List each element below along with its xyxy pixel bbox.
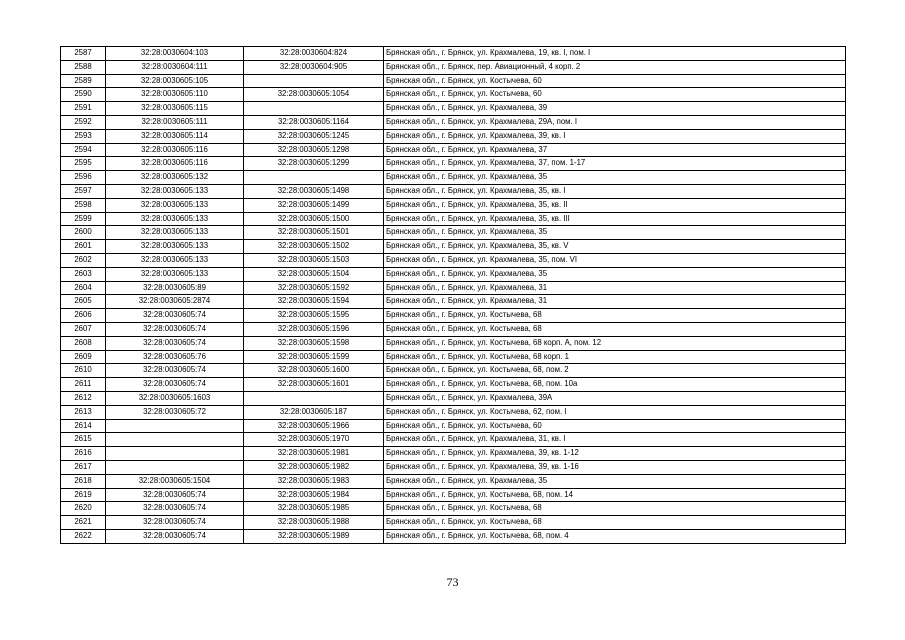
object-cadastral-number-cell: 32:28:0030604:824	[244, 47, 384, 61]
row-number-cell: 2594	[61, 143, 106, 157]
address-cell: Брянская обл., г. Брянск, ул. Крахмалева, 35, кв. I	[384, 184, 846, 198]
address-cell: Брянская обл., г. Брянск, ул. Крахмалева, 37	[384, 143, 846, 157]
table-row	[61, 253, 846, 267]
row-number-cell: 2598	[61, 198, 106, 212]
table-row	[61, 378, 846, 392]
address-cell: Брянская обл., г. Брянск, ул. Крахмалева, 39А	[384, 391, 846, 405]
address-cell: Брянская обл., г. Брянск, ул. Костычева, 60	[384, 88, 846, 102]
object-cadastral-number-cell: 32:28:0030605:1984	[244, 488, 384, 502]
land-cadastral-number-cell: 32:28:0030605:1504	[106, 474, 244, 488]
land-cadastral-number-cell: 32:28:0030604:111	[106, 60, 244, 74]
table-row	[61, 295, 846, 309]
land-cadastral-number-cell: 32:28:0030605:74	[106, 529, 244, 543]
address-cell: Брянская обл., г. Брянск, ул. Костычева, 68	[384, 322, 846, 336]
row-number-cell: 2605	[61, 295, 106, 309]
row-number-cell: 2614	[61, 419, 106, 433]
address-cell: Брянская обл., г. Брянск, ул. Крахмалева, 35	[384, 171, 846, 185]
table-row	[61, 184, 846, 198]
address-cell: Брянская обл., г. Брянск, ул. Крахмалева, 31	[384, 295, 846, 309]
object-cadastral-number-cell	[244, 102, 384, 116]
table-row	[61, 115, 846, 129]
address-cell: Брянская обл., г. Брянск, ул. Костычева, 68 корп. 1	[384, 350, 846, 364]
address-cell: Брянская обл., г. Брянск, ул. Крахмалева, 35, кв. III	[384, 212, 846, 226]
land-cadastral-number-cell: 32:28:0030605:110	[106, 88, 244, 102]
land-cadastral-number-cell	[106, 447, 244, 461]
land-cadastral-number-cell: 32:28:0030605:76	[106, 350, 244, 364]
row-number-cell: 2616	[61, 447, 106, 461]
table-row	[61, 336, 846, 350]
row-number-cell: 2619	[61, 488, 106, 502]
row-number-cell: 2622	[61, 529, 106, 543]
row-number-cell: 2613	[61, 405, 106, 419]
land-cadastral-number-cell: 32:28:0030605:133	[106, 226, 244, 240]
object-cadastral-number-cell: 32:28:0030605:1600	[244, 364, 384, 378]
land-cadastral-number-cell: 32:28:0030605:89	[106, 281, 244, 295]
land-cadastral-number-cell: 32:28:0030605:111	[106, 115, 244, 129]
object-cadastral-number-cell: 32:28:0030605:1500	[244, 212, 384, 226]
table-row	[61, 516, 846, 530]
address-cell: Брянская обл., г. Брянск, ул. Крахмалева, 39, кв. I	[384, 129, 846, 143]
address-cell: Брянская обл., г. Брянск, ул. Крахмалева, 39, кв. 1-16	[384, 460, 846, 474]
object-cadastral-number-cell	[244, 391, 384, 405]
object-cadastral-number-cell: 32:28:0030605:1601	[244, 378, 384, 392]
row-number-cell: 2607	[61, 322, 106, 336]
land-cadastral-number-cell: 32:28:0030605:132	[106, 171, 244, 185]
land-cadastral-number-cell: 32:28:0030605:74	[106, 336, 244, 350]
land-cadastral-number-cell: 32:28:0030605:74	[106, 502, 244, 516]
row-number-cell: 2590	[61, 88, 106, 102]
land-cadastral-number-cell: 32:28:0030605:116	[106, 143, 244, 157]
land-cadastral-number-cell: 32:28:0030605:2874	[106, 295, 244, 309]
row-number-cell: 2608	[61, 336, 106, 350]
land-cadastral-number-cell: 32:28:0030605:133	[106, 267, 244, 281]
row-number-cell: 2595	[61, 157, 106, 171]
address-cell: Брянская обл., г. Брянск, ул. Костычева, 60	[384, 74, 846, 88]
address-cell: Брянская обл., г. Брянск, ул. Костычева, 62, пом. I	[384, 405, 846, 419]
row-number-cell: 2602	[61, 253, 106, 267]
table-row	[61, 60, 846, 74]
land-cadastral-number-cell: 32:28:0030605:133	[106, 212, 244, 226]
object-cadastral-number-cell: 32:28:0030605:1502	[244, 240, 384, 254]
object-cadastral-number-cell: 32:28:0030605:1982	[244, 460, 384, 474]
table-row	[61, 198, 846, 212]
row-number-cell: 2615	[61, 433, 106, 447]
object-cadastral-number-cell: 32:28:0030605:1054	[244, 88, 384, 102]
address-cell: Брянская обл., г. Брянск, ул. Костычева, 68, пом. 14	[384, 488, 846, 502]
object-cadastral-number-cell: 32:28:0030605:1596	[244, 322, 384, 336]
table-row	[61, 212, 846, 226]
address-cell: Брянская обл., г. Брянск, ул. Костычева, 68	[384, 516, 846, 530]
address-cell: Брянская обл., г. Брянск, ул. Крахмалева, 19, кв. I, пом. I	[384, 47, 846, 61]
row-number-cell: 2601	[61, 240, 106, 254]
object-cadastral-number-cell: 32:28:0030605:1498	[244, 184, 384, 198]
land-cadastral-number-cell	[106, 419, 244, 433]
object-cadastral-number-cell: 32:28:0030605:1988	[244, 516, 384, 530]
object-cadastral-number-cell: 32:28:0030604:905	[244, 60, 384, 74]
object-cadastral-number-cell: 32:28:0030605:1245	[244, 129, 384, 143]
object-cadastral-number-cell	[244, 74, 384, 88]
table-row	[61, 419, 846, 433]
object-cadastral-number-cell: 32:28:0030605:1989	[244, 529, 384, 543]
registry-table	[60, 46, 846, 544]
row-number-cell: 2621	[61, 516, 106, 530]
row-number-cell: 2591	[61, 102, 106, 116]
land-cadastral-number-cell: 32:28:0030605:133	[106, 240, 244, 254]
land-cadastral-number-cell: 32:28:0030605:115	[106, 102, 244, 116]
row-number-cell: 2606	[61, 309, 106, 323]
table-row	[61, 171, 846, 185]
land-cadastral-number-cell: 32:28:0030605:1603	[106, 391, 244, 405]
row-number-cell: 2587	[61, 47, 106, 61]
table-row	[61, 281, 846, 295]
address-cell: Брянская обл., г. Брянск, ул. Костычева, 68	[384, 502, 846, 516]
object-cadastral-number-cell: 32:28:0030605:1983	[244, 474, 384, 488]
land-cadastral-number-cell: 32:28:0030605:74	[106, 516, 244, 530]
address-cell: Брянская обл., г. Брянск, ул. Крахмалева, 35	[384, 267, 846, 281]
row-number-cell: 2593	[61, 129, 106, 143]
row-number-cell: 2597	[61, 184, 106, 198]
table-row	[61, 267, 846, 281]
row-number-cell: 2612	[61, 391, 106, 405]
object-cadastral-number-cell: 32:28:0030605:1499	[244, 198, 384, 212]
object-cadastral-number-cell: 32:28:0030605:1966	[244, 419, 384, 433]
address-cell: Брянская обл., г. Брянск, ул. Крахмалева, 39, кв. 1-12	[384, 447, 846, 461]
registry-table-body	[61, 47, 846, 544]
land-cadastral-number-cell: 32:28:0030605:133	[106, 184, 244, 198]
object-cadastral-number-cell: 32:28:0030605:1501	[244, 226, 384, 240]
land-cadastral-number-cell: 32:28:0030605:116	[106, 157, 244, 171]
address-cell: Брянская обл., г. Брянск, ул. Костычева, 68, пом. 4	[384, 529, 846, 543]
address-cell: Брянская обл., г. Брянск, ул. Крахмалева, 29А, пом. I	[384, 115, 846, 129]
address-cell: Брянская обл., г. Брянск, пер. Авиационный, 4 корп. 2	[384, 60, 846, 74]
table-row	[61, 433, 846, 447]
table-row	[61, 129, 846, 143]
address-cell: Брянская обл., г. Брянск, ул. Крахмалева, 37, пом. 1-17	[384, 157, 846, 171]
table-row	[61, 88, 846, 102]
row-number-cell: 2609	[61, 350, 106, 364]
land-cadastral-number-cell: 32:28:0030605:133	[106, 198, 244, 212]
table-row	[61, 240, 846, 254]
row-number-cell: 2603	[61, 267, 106, 281]
address-cell: Брянская обл., г. Брянск, ул. Костычева, 68	[384, 309, 846, 323]
land-cadastral-number-cell: 32:28:0030605:74	[106, 364, 244, 378]
object-cadastral-number-cell: 32:28:0030605:1595	[244, 309, 384, 323]
land-cadastral-number-cell: 32:28:0030605:74	[106, 488, 244, 502]
object-cadastral-number-cell: 32:28:0030605:1503	[244, 253, 384, 267]
table-row	[61, 391, 846, 405]
row-number-cell: 2588	[61, 60, 106, 74]
object-cadastral-number-cell	[244, 171, 384, 185]
table-row	[61, 309, 846, 323]
table-row	[61, 405, 846, 419]
row-number-cell: 2592	[61, 115, 106, 129]
row-number-cell: 2611	[61, 378, 106, 392]
object-cadastral-number-cell: 32:28:0030605:1504	[244, 267, 384, 281]
table-row	[61, 460, 846, 474]
table-row	[61, 502, 846, 516]
address-cell: Брянская обл., г. Брянск, ул. Крахмалева, 35, кв. II	[384, 198, 846, 212]
table-row	[61, 529, 846, 543]
row-number-cell: 2620	[61, 502, 106, 516]
object-cadastral-number-cell: 32:28:0030605:187	[244, 405, 384, 419]
land-cadastral-number-cell: 32:28:0030604:103	[106, 47, 244, 61]
row-number-cell: 2596	[61, 171, 106, 185]
land-cadastral-number-cell: 32:28:0030605:114	[106, 129, 244, 143]
address-cell: Брянская обл., г. Брянск, ул. Крахмалева, 35, пом. VI	[384, 253, 846, 267]
table-row	[61, 474, 846, 488]
table-row	[61, 102, 846, 116]
land-cadastral-number-cell: 32:28:0030605:74	[106, 378, 244, 392]
object-cadastral-number-cell: 32:28:0030605:1599	[244, 350, 384, 364]
land-cadastral-number-cell	[106, 460, 244, 474]
object-cadastral-number-cell: 32:28:0030605:1970	[244, 433, 384, 447]
object-cadastral-number-cell: 32:28:0030605:1298	[244, 143, 384, 157]
row-number-cell: 2604	[61, 281, 106, 295]
address-cell: Брянская обл., г. Брянск, ул. Крахмалева, 31	[384, 281, 846, 295]
table-row	[61, 47, 846, 61]
object-cadastral-number-cell: 32:28:0030605:1985	[244, 502, 384, 516]
table-row	[61, 226, 846, 240]
row-number-cell: 2618	[61, 474, 106, 488]
row-number-cell: 2610	[61, 364, 106, 378]
page-number: 73	[446, 575, 459, 589]
address-cell: Брянская обл., г. Брянск, ул. Крахмалева, 35, кв. V	[384, 240, 846, 254]
table-row	[61, 447, 846, 461]
land-cadastral-number-cell: 32:28:0030605:133	[106, 253, 244, 267]
land-cadastral-number-cell: 32:28:0030605:74	[106, 309, 244, 323]
object-cadastral-number-cell: 32:28:0030605:1299	[244, 157, 384, 171]
address-cell: Брянская обл., г. Брянск, ул. Костычева, 68, пом. 10а	[384, 378, 846, 392]
table-row	[61, 488, 846, 502]
address-cell: Брянская обл., г. Брянск, ул. Крахмалева, 35	[384, 226, 846, 240]
table-row	[61, 157, 846, 171]
address-cell: Брянская обл., г. Брянск, ул. Костычева, 68 корп. А, пом. 12	[384, 336, 846, 350]
land-cadastral-number-cell: 32:28:0030605:105	[106, 74, 244, 88]
row-number-cell: 2600	[61, 226, 106, 240]
object-cadastral-number-cell: 32:28:0030605:1598	[244, 336, 384, 350]
address-cell: Брянская обл., г. Брянск, ул. Костычева, 60	[384, 419, 846, 433]
address-cell: Брянская обл., г. Брянск, ул. Крахмалева, 35	[384, 474, 846, 488]
table-row	[61, 364, 846, 378]
address-cell: Брянская обл., г. Брянск, ул. Костычева, 68, пом. 2	[384, 364, 846, 378]
table-row	[61, 143, 846, 157]
object-cadastral-number-cell: 32:28:0030605:1592	[244, 281, 384, 295]
table-row	[61, 322, 846, 336]
row-number-cell: 2617	[61, 460, 106, 474]
land-cadastral-number-cell	[106, 433, 244, 447]
table-row	[61, 350, 846, 364]
object-cadastral-number-cell: 32:28:0030605:1594	[244, 295, 384, 309]
table-row	[61, 74, 846, 88]
row-number-cell: 2589	[61, 74, 106, 88]
object-cadastral-number-cell: 32:28:0030605:1981	[244, 447, 384, 461]
land-cadastral-number-cell: 32:28:0030605:74	[106, 322, 244, 336]
object-cadastral-number-cell: 32:28:0030605:1164	[244, 115, 384, 129]
row-number-cell: 2599	[61, 212, 106, 226]
address-cell: Брянская обл., г. Брянск, ул. Крахмалева, 31, кв. I	[384, 433, 846, 447]
land-cadastral-number-cell: 32:28:0030605:72	[106, 405, 244, 419]
address-cell: Брянская обл., г. Брянск, ул. Крахмалева, 39	[384, 102, 846, 116]
